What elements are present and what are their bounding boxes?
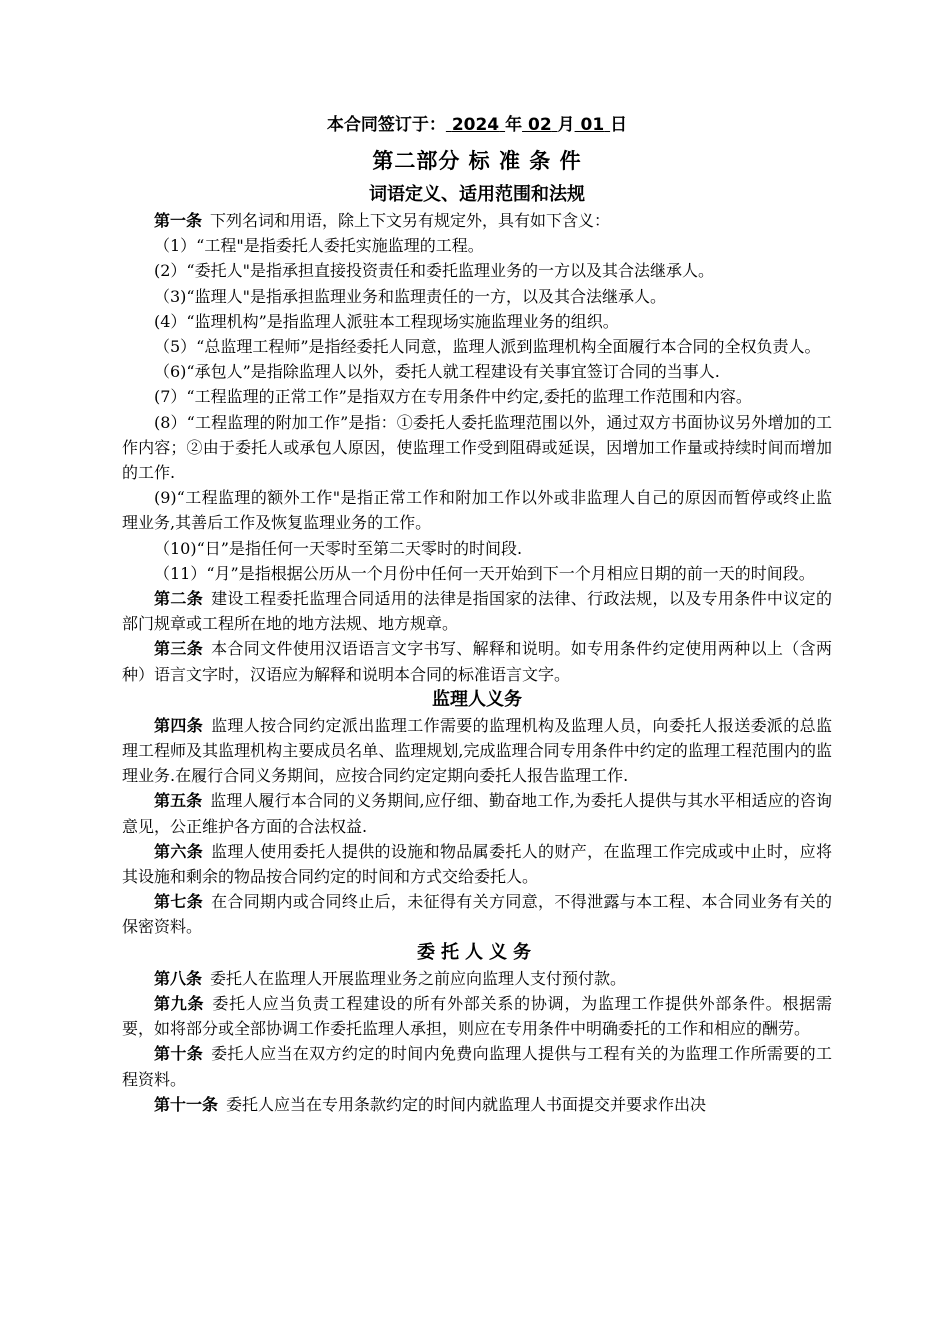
paragraph-text: （11）“月”是指根据公历从一个月份中任何一天开始到下一个月相应日期的前一天的时间段。 [154,563,815,583]
definition-item [122,384,832,409]
signing-day: 01 [580,115,605,135]
definition-item [122,485,832,535]
article-paragraph [122,991,832,1041]
article-paragraph [122,966,832,991]
paragraph-text: 委托人应当在专用条款约定的时间内就监理人书面提交并要求作出决 [226,1094,707,1114]
signing-year: 2024 [451,115,500,135]
article-number: 第一条 [154,211,203,230]
definition-item [122,410,832,486]
paragraph-text: 建设工程委托监理合同适用的法律是指国家的法律、行政法规，以及专用条件中议定的部门规章或工程所在地的地方法规、地方规章。 [122,589,832,634]
paragraph-text: （10)“日”是指任何一天零时至第二天零时的时间段. [154,538,523,558]
paragraph-text: 在合同期内或合同终止后，未征得有关方同意，不得泄露与本工程、本合同业务有关的保密资料。 [122,892,832,937]
article-number: 第七条 [154,892,204,912]
article-number: 第三条 [154,639,204,659]
definition-item [122,536,832,561]
article-paragraph [122,1041,832,1091]
article-paragraph [122,636,832,686]
paragraph-text: （1）“工程"是指委托人委托实施监理的工程。 [154,236,484,256]
paragraph-text: (4）“监理机构”是指监理人派驻本工程现场实施监理业务的组织。 [154,311,619,331]
paragraph-text: 本合同文件使用汉语语言文字书写、解释和说明。如专用条件约定使用两种以上（含两种）语言文字时，汉语应为解释和说明本合同的标准语言文字。 [122,639,832,684]
section-heading: 监理人义务 [432,688,522,710]
article-number: 第十一条 [154,1094,219,1114]
signing-month: 02 [527,115,552,135]
document-body [122,182,832,1117]
article-number: 第九条 [154,993,205,1013]
paragraph-text: (8）“工程监理的附加工作”是指：①委托人委托监理范围以外，通过双方书面协议另外增加的工作内容；②由于委托人或承包人原因，使监理工作受到阻碍或延误，因增加工作量或持续时间而增加的工作. [122,412,832,483]
article-number: 第二条 [154,589,204,609]
definition-item [122,309,832,334]
signing-prefix: 本合同签订于： [326,115,446,135]
article-number: 第十条 [154,1044,204,1064]
article-paragraph [122,208,832,233]
section-heading: 委托人义务 [417,941,537,963]
definition-item [122,258,832,283]
article-number: 第八条 [154,968,203,988]
paragraph-text: 委托人应当负责工程建设的所有外部关系的协调，为监理工作提供外部条件。根据需要，如将部分或全部协调工作委托监理人承担，则应在专用条件中明确委托的工作和相应的酬劳。 [122,993,832,1039]
part-title: 第二部分 标 准 条 件 [372,149,582,173]
year-label: 年 [505,115,523,135]
paragraph-text: （6)“承包人”是指除监理人以外，委托人就工程建设有关事宜签订合同的当事人. [154,362,720,382]
paragraph-text: (7）“工程监理的正常工作”是指双方在专用条件中约定,委托的监理工作范围和内容。 [154,387,752,407]
paragraph-text: 监理人履行本合同的义务期间,应仔细、勤奋地工作,为委托人提供与其水平相适应的咨询意见，公正维护各方面的合法权益. [122,791,832,836]
paragraph-text: 监理人使用委托人提供的设施和物品属委托人的财产，在监理工作完成或中止时，应将其设施和剩余的物品按合同约定的时间和方式交给委托人。 [122,841,832,887]
definition-item [122,233,832,258]
article-paragraph [122,788,832,838]
paragraph-text: 委托人应当在双方约定的时间内免费向监理人提供与工程有关的为监理工作所需要的工程资料。 [122,1044,832,1089]
paragraph-text: (2）“委托人"是指承担直接投资责任和委托监理业务的一方以及其合法继承人。 [154,261,714,281]
article-paragraph [122,586,832,636]
definition-item [122,561,832,586]
day-label: 日 [610,115,628,135]
definition-item [122,334,832,359]
month-label: 月 [557,115,575,135]
paragraph-text: (9)“工程监理的额外工作"是指正常工作和附加工作以外或非监理人自己的原因而暂停或终止监理业务,其善后工作及恢复监理业务的工作。 [122,488,832,533]
paragraph-text: 监理人按合同约定派出监理工作需要的监理机构及监理人员，向委托人报送委派的总监理工程师及其监理机构主要成员名单、监理规划,完成监理合同专用条件中约定的监理工程范围内的监理业务.在履行合同义务期间，应按合同约定定期向委托人报告监理工作. [122,715,832,786]
section-heading: 词语定义、适用范围和法规 [369,184,585,205]
article-number: 第五条 [154,791,203,811]
article-paragraph [122,713,832,789]
article-paragraph [122,889,832,939]
paragraph-text: （5）“总监理工程师”是指经委托人同意，监理人派到监理机构全面履行本合同的全权负责人。 [154,337,821,357]
paragraph-text: 下列名词和用语，除上下文另有规定外，具有如下含义： [210,211,611,230]
paragraph-text: （3)“监理人"是指承担监理业务和监理责任的一方，以及其合法继承人。 [154,286,666,306]
paragraph-text: 委托人在监理人开展监理业务之前应向监理人支付预付款。 [210,968,627,988]
definition-item [122,284,832,309]
definition-item [122,359,832,384]
article-number: 第四条 [154,715,204,735]
article-number: 第六条 [154,841,204,861]
signing-date-line [122,110,832,135]
article-paragraph [122,839,832,889]
article-paragraph [122,1092,832,1117]
